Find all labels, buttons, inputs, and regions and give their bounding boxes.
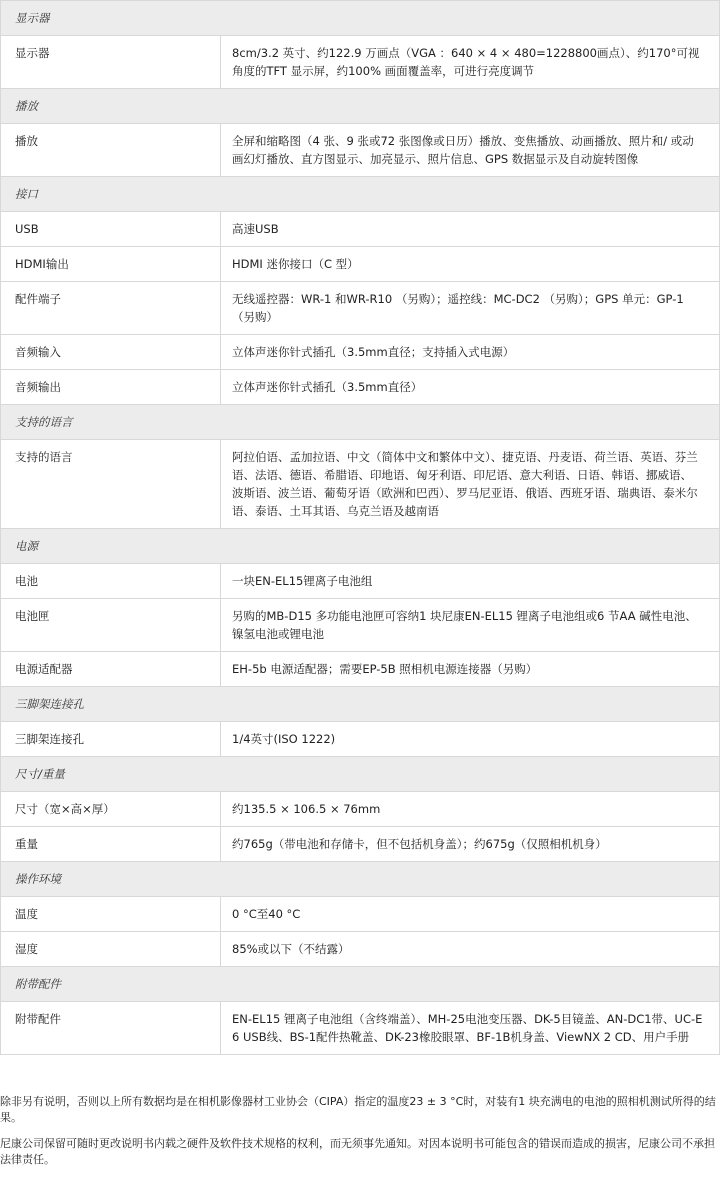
spec-label: 电池匣 <box>1 599 221 651</box>
section-header <box>0 89 720 124</box>
spec-value: 1/4英寸(ISO 1222) <box>232 732 336 746</box>
spec-row <box>0 827 720 862</box>
spec-row <box>0 335 720 370</box>
spec-label: 湿度 <box>1 932 221 966</box>
spec-label: 附带配件 <box>1 1002 221 1054</box>
spec-label: 电源适配器 <box>1 652 221 686</box>
section-title: 附带配件 <box>15 977 61 991</box>
spec-row <box>0 124 720 177</box>
spec-value: 约765g（带电池和存储卡，但不包括机身盖）；约675g（仅照相机机身） <box>232 837 607 851</box>
spec-label: 三脚架连接孔 <box>1 722 221 756</box>
section-header <box>0 405 720 440</box>
spec-row <box>0 36 720 89</box>
spec-value: 立体声迷你针式插孔（3.5mm直径；支持插入式电源） <box>232 345 515 359</box>
spec-label: 音频输入 <box>1 335 221 369</box>
footer-note-disclaimer: 尼康公司保留可随时更改说明书内载之硬件及软件技术规格的权利，而无须事先通知。对因本说明书可能包含的错误而造成的损害，尼康公司不承担法律责任。 <box>0 1137 715 1166</box>
spec-value: 无线遥控器：WR-1 和WR-R10 （另购）；遥控线：MC-DC2 （另购）；GPS 单元：GP-1 （另购） <box>232 292 684 324</box>
spec-value: EN-EL15 锂离子电池组（含终端盖）、MH-25电池变压器、DK-5目镜盖、AN-DC1带、UC-E6 USB线、BS-1配件热靴盖、DK-23橡胶眼罩、BF-1B机身盖、ViewNX 2 CD、用户手册 <box>232 1012 703 1044</box>
spec-body <box>0 1 720 1055</box>
spec-value: HDMI 迷你接口（C 型） <box>232 257 359 271</box>
spec-row <box>0 212 720 247</box>
spec-value: 约135.5 × 106.5 × 76mm <box>232 802 381 816</box>
spec-value: 85%或以下（不结露） <box>232 942 350 956</box>
spec-row <box>0 564 720 599</box>
spec-value: 0 °C至40 °C <box>232 907 301 921</box>
section-title: 电源 <box>15 539 38 553</box>
section-header <box>0 862 720 897</box>
section-header <box>0 687 720 722</box>
section-title: 三脚架连接孔 <box>15 697 84 711</box>
section-title: 尺寸/重量 <box>15 767 65 781</box>
spec-value: EH-5b 电源适配器；需要EP-5B 照相机电源连接器（另购） <box>232 662 538 676</box>
spec-value: 另购的MB-D15 多功能电池匣可容纳1 块尼康EN-EL15 锂离子电池组或6 节AA 碱性电池、镍氢电池或锂电池 <box>232 609 697 641</box>
spec-row <box>0 599 720 652</box>
spec-row <box>0 932 720 967</box>
section-header <box>0 177 720 212</box>
footer-note-cipa: 除非另有说明，否则以上所有数据均是在相机影像器材工业协会（CIPA）指定的温度23 ± 3 °C时，对装有1 块充满电的电池的照相机测试所得的结果。 <box>0 1095 716 1124</box>
spec-label: 电池 <box>1 564 221 598</box>
section-header <box>0 757 720 792</box>
spec-label: 温度 <box>1 897 221 931</box>
spec-label: USB <box>1 212 221 246</box>
spec-row <box>0 652 720 687</box>
spec-label: 显示器 <box>1 36 221 88</box>
spec-label: HDMI输出 <box>1 247 221 281</box>
section-header <box>0 529 720 564</box>
spec-value: 一块EN-EL15锂离子电池组 <box>232 574 373 588</box>
spec-label: 配件端子 <box>1 282 221 334</box>
spec-label: 尺寸（宽×高×厚） <box>1 792 221 826</box>
spec-value: 阿拉伯语、孟加拉语、中文（简体中文和繁体中文）、捷克语、丹麦语、荷兰语、英语、芬兰语、法语、德语、希腊语、印地语、匈牙利语、印尼语、意大利语、日语、韩语、挪威语、波斯语、波兰语、葡萄牙语（欧洲和巴西）、罗马尼亚语、俄语、西班牙语、瑞典语、泰米尔语、泰语、土耳其语、乌克兰语及越南语 <box>232 450 698 518</box>
section-header <box>0 967 720 1002</box>
spec-row <box>0 722 720 757</box>
spec-value: 高速USB <box>232 222 279 236</box>
spec-value: 立体声迷你针式插孔（3.5mm直径） <box>232 380 423 394</box>
section-title: 接口 <box>15 187 38 201</box>
spec-value: 8cm/3.2 英寸、约122.9 万画点（VGA ：640 × 4 × 480=1228800画点）、约170°可视角度的TFT 显示屏，约100% 画面覆盖率，可进行亮度调节 <box>232 46 700 78</box>
section-header <box>0 1 720 36</box>
section-title: 播放 <box>15 99 38 113</box>
spec-row <box>0 370 720 405</box>
spec-value: 全屏和缩略图（4 张、9 张或72 张图像或日历）播放、变焦播放、动画播放、照片和/ 或动画幻灯播放、直方图显示、加亮显示、照片信息、GPS 数据显示及自动旋转图像 <box>232 134 694 166</box>
spec-row <box>0 282 720 335</box>
section-title: 显示器 <box>15 11 50 25</box>
spec-label: 音频输出 <box>1 370 221 404</box>
spec-row <box>0 792 720 827</box>
section-title: 操作环境 <box>15 872 61 886</box>
footer-notes <box>0 1094 720 1178</box>
section-title: 支持的语言 <box>15 415 73 429</box>
spec-row <box>0 247 720 282</box>
spec-row <box>0 897 720 932</box>
spec-row <box>0 1002 720 1055</box>
spec-label: 重量 <box>1 827 221 861</box>
spec-label: 播放 <box>1 124 221 176</box>
spec-row <box>0 440 720 529</box>
spec-label: 支持的语言 <box>1 440 221 528</box>
